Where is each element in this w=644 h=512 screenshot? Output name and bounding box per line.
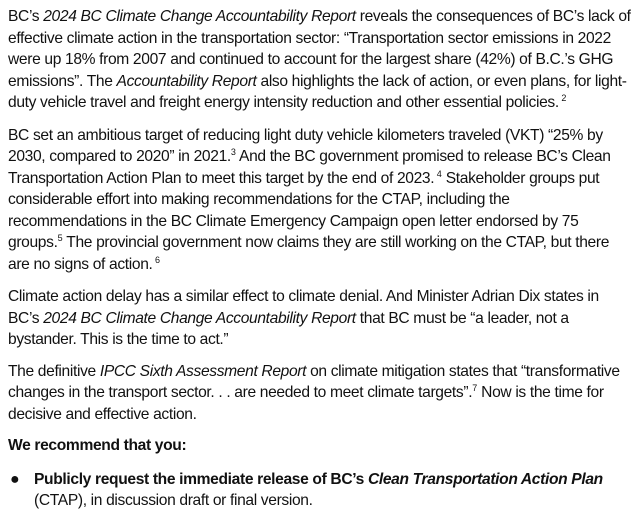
ipcc-report-title: IPCC Sixth Assessment Report (99, 362, 307, 380)
report-title: 2024 BC Climate Change Accountability Report (43, 8, 356, 25)
text: The provincial government now claims they are still working on the CTAP, but there are no signs of action. (8, 234, 610, 273)
text: also highlights the lack of action, or even plans, for light-duty vehicle travel and freight energy intensity reduction and other essential policies. (8, 72, 627, 111)
recommend-heading: We recommend that you: (8, 437, 187, 454)
text: Publicly request the immediate release of BC’s (34, 470, 368, 488)
paragraph-ipcc (8, 361, 632, 426)
footnote-ref: 4 (434, 168, 442, 179)
text: reveals the consequences of BC’s lack of effective climate action in the transportation sector: “Transportation sector emissions in 2022 were up 18% from 2007 and continued to account for the largest share (42%) of B.C.’s GHG emissions”. The (8, 8, 631, 90)
text: that BC must be “a leader, not a bystander. This is the time to act.” (8, 309, 569, 348)
ctap-title: Clean Transportation Action Plan (367, 470, 603, 488)
paragraph-accountability-report (8, 6, 632, 114)
text: The definitive (8, 362, 100, 380)
footnote-ref: 3 (230, 146, 236, 157)
text: Climate action delay has a similar effect to climate denial. And Minister Adrian Dix states in BC’s (8, 288, 599, 327)
report-short-title: Accountability Report (116, 72, 257, 90)
footnote-ref: 2 (558, 92, 567, 103)
recommendation-item (8, 469, 632, 512)
text: BC set an ambitious target of reducing light duty vehicle kilometers traveled (VKT) “25% by 2030, compared to 2020” in 2021. (8, 126, 603, 165)
paragraph-climate-delay (8, 286, 632, 351)
report-title: 2024 BC Climate Change Accountability Report (43, 309, 356, 327)
text: BC’s (8, 8, 44, 25)
recommendation-text (34, 469, 632, 512)
footnote-ref: 6 (152, 254, 161, 265)
footnote-ref: 7 (472, 382, 478, 393)
text: (CTAP), in discussion draft or final version. (34, 492, 313, 509)
text: And the BC government promised to release BC’s Clean Transportation Action Plan to meet this target by the end of 2023. (8, 148, 611, 187)
text: Stakeholder groups put considerable effort into making recommendations for the CTAP, including the recommendations in the BC Climate Emergency Campaign open letter endorsed by 75 groups. (8, 169, 600, 251)
paragraph-vkt-target (8, 125, 632, 276)
footnote-ref: 5 (57, 232, 63, 243)
text: on climate mitigation states that “transformative changes in the transport sector. . . are needed to meet climate targets”. (8, 362, 620, 401)
text: Now is the time for decisive and effective action. (8, 384, 604, 423)
bullet-icon: ● (10, 470, 20, 488)
